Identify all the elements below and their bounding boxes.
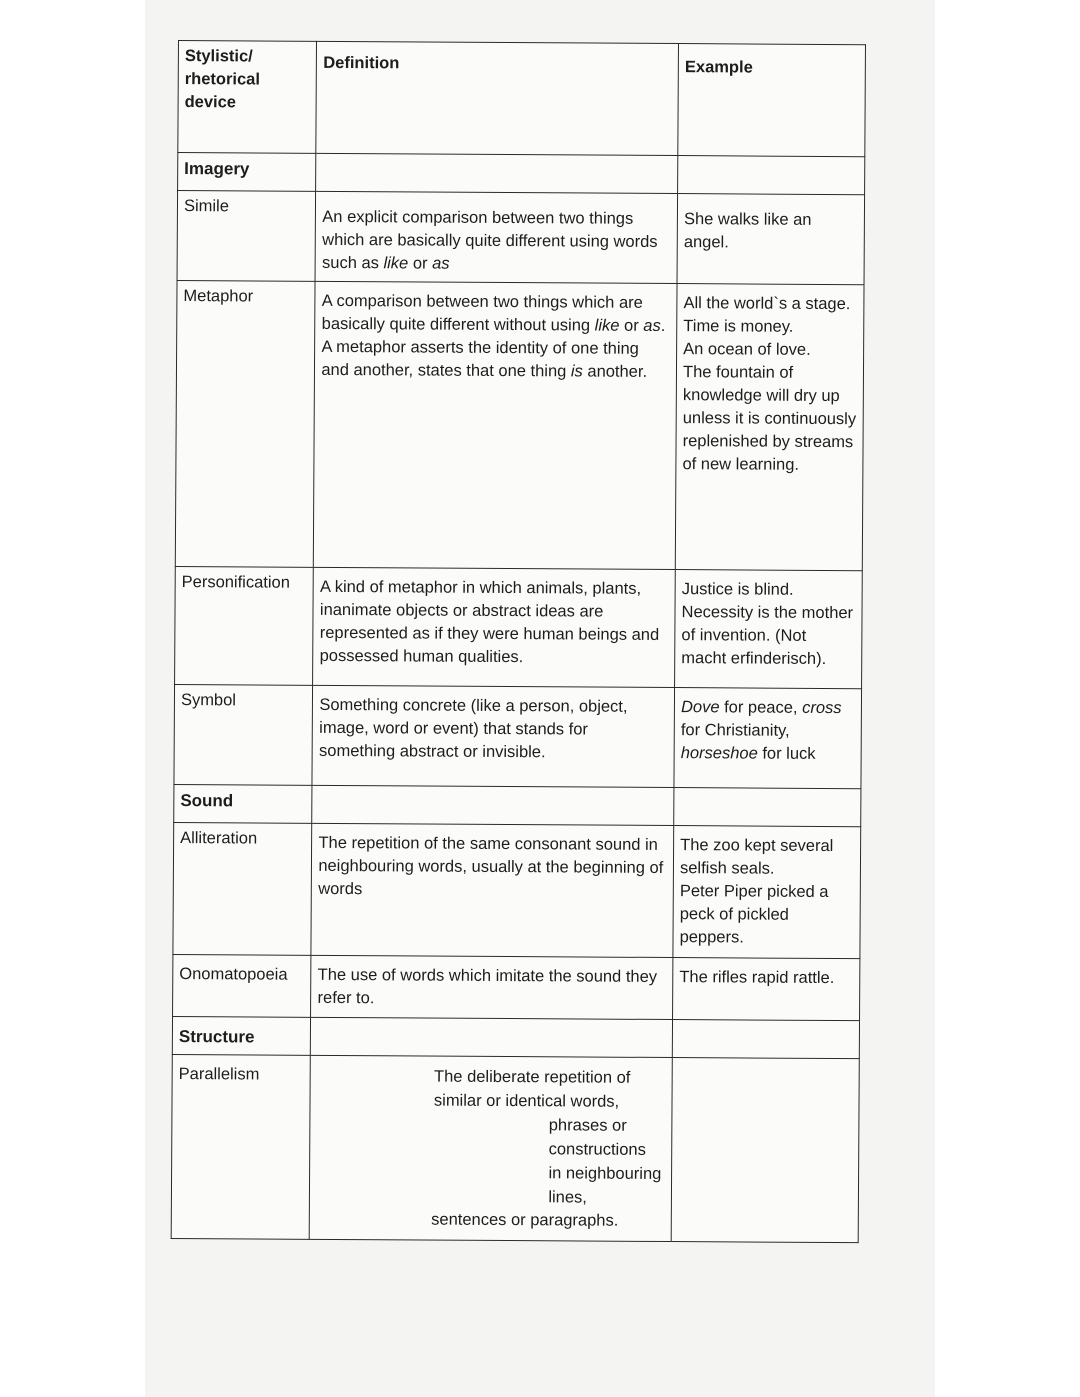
table-row-symbol: [174, 684, 862, 788]
section-imagery: Imagery: [178, 153, 317, 192]
section-row-structure: [172, 1016, 859, 1058]
term-alliteration: Alliteration: [173, 822, 312, 955]
parallelism-shaped-text: [316, 1064, 666, 1210]
definition-parallelism: [310, 1055, 673, 1241]
header-example: Example: [678, 44, 866, 157]
definition-text: or: [408, 254, 433, 273]
definition-personification: A kind of metaphor in which animals, plants, inanimate objects or abstract ideas are represented as if they were human beings and possessed human qualities.: [313, 567, 675, 687]
table-row-alliteration: [173, 822, 861, 958]
example-personification: Justice is blind. Necessity is the mother of invention. (Not macht erfinderisch).: [675, 570, 863, 689]
table-row-parallelism: [171, 1054, 859, 1242]
definition-text: An explicit comparison between two things which are basically quite different using words such as: [321, 207, 658, 273]
section-structure: Structure: [172, 1016, 311, 1055]
section-row-sound: [174, 784, 861, 826]
definition-line: similar or identical words,: [433, 1091, 620, 1111]
example-simile: She walks like an angel.: [677, 194, 864, 285]
definition-text: another.: [582, 362, 648, 381]
definition-metaphor: [314, 281, 677, 569]
definition-line: lines,: [548, 1188, 587, 1207]
example-symbol: [674, 688, 862, 789]
example-italic-word: horseshoe: [680, 744, 758, 763]
definition-symbol: Something concrete (like a person, object, image, word or event) that stands for something abstract or invisible.: [312, 685, 674, 787]
example-text: for peace,: [719, 698, 803, 717]
header-definition: Definition: [316, 41, 678, 155]
example-text: for luck: [757, 744, 816, 763]
table-row-personification: [175, 566, 863, 688]
term-personification: Personification: [175, 566, 314, 685]
example-italic-word: cross: [802, 698, 842, 718]
example-metaphor: All the world`s a stage. Time is money. An ocean of love. The fountain of knowledge will dry up unless it is continuously replenished by streams of new learning.: [675, 284, 864, 571]
header-device: Stylistic/ rhetorical device: [178, 41, 317, 154]
empty-cell: [674, 788, 861, 827]
definition-onomatopoeia: The use of words which imitate the sound they refer to.: [311, 955, 673, 1019]
definition-alliteration: The repetition of the same consonant sound in neighbouring words, usually at the beginning of words: [311, 823, 673, 957]
definition-italic-word: like: [383, 254, 409, 273]
table-row-metaphor: [175, 280, 864, 570]
example-onomatopoeia: The rifles rapid rattle.: [673, 958, 860, 1021]
example-italic-word: Dove: [680, 698, 720, 717]
example-parallelism: [671, 1058, 859, 1243]
term-onomatopoeia: Onomatopoeia: [173, 954, 312, 1017]
definition-text: . A metaphor asserts the identity of one thing and another, states that one thing: [321, 316, 666, 381]
definition-italic-word: as: [432, 254, 450, 273]
definition-text: A comparison between two things which are basically quite different without using: [321, 291, 643, 335]
definition-line: The deliberate repetition of: [434, 1067, 631, 1087]
table-row-onomatopoeia: [173, 954, 860, 1020]
term-metaphor: Metaphor: [175, 280, 315, 567]
section-row-imagery: [178, 153, 865, 195]
definition-simile: [315, 191, 677, 283]
term-symbol: Symbol: [174, 684, 313, 785]
section-sound: Sound: [174, 784, 313, 823]
definition-italic-word: like: [594, 316, 620, 335]
term-simile: Simile: [177, 191, 316, 282]
definition-line: in neighbouring: [548, 1164, 662, 1183]
definition-italic-word: as: [643, 316, 661, 335]
empty-cell: [316, 153, 678, 193]
example-text: for Christianity,: [680, 721, 790, 740]
definition-italic-word: is: [570, 362, 583, 381]
empty-cell: [678, 156, 865, 195]
table-row-simile: [177, 191, 865, 285]
empty-cell: [312, 785, 674, 825]
empty-cell: [311, 1017, 673, 1057]
definition-line: constructions: [548, 1140, 646, 1159]
table-header-row: [178, 41, 866, 157]
definition-line: sentences or paragraphs.: [431, 1210, 619, 1230]
definition-text: or: [619, 316, 644, 335]
empty-cell: [672, 1020, 859, 1059]
definition-line: phrases or: [548, 1116, 627, 1135]
stylistic-devices-table: [171, 40, 866, 1243]
example-alliteration: The zoo kept several selfish seals. Peter Piper picked a peck of pickled peppers.: [673, 826, 861, 959]
term-parallelism: Parallelism: [171, 1054, 311, 1239]
